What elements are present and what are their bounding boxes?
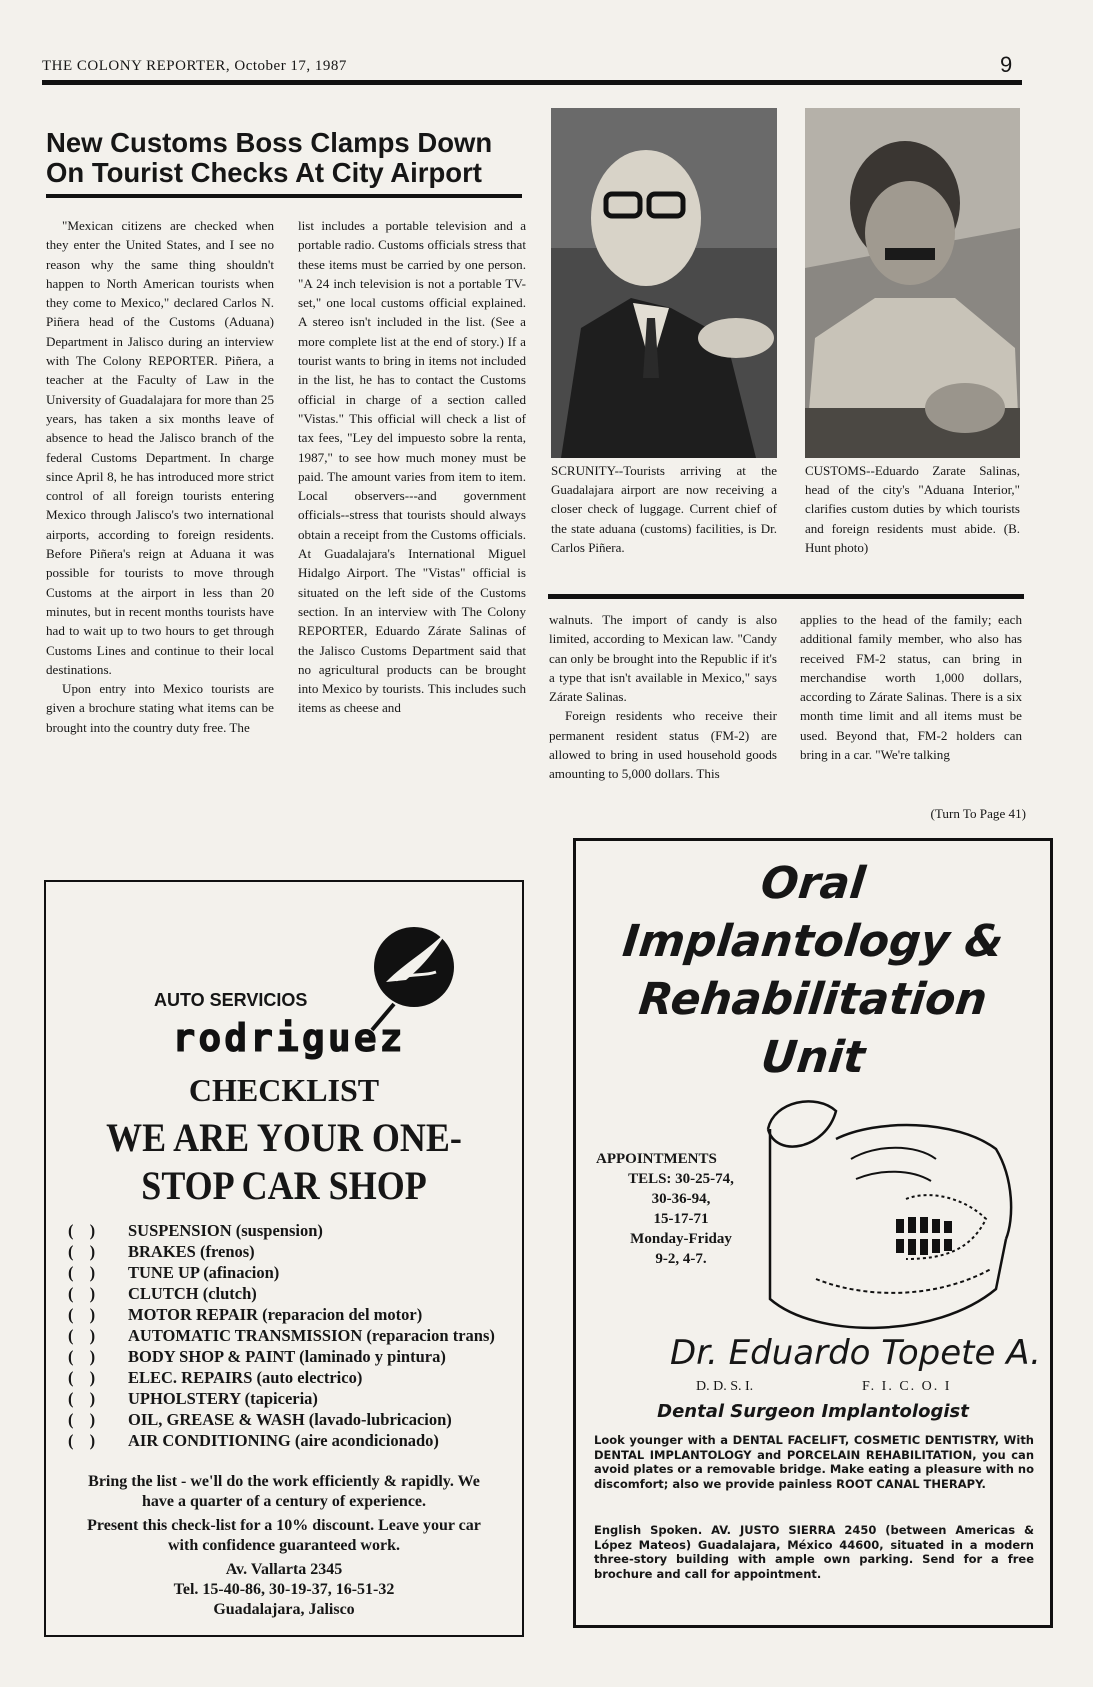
article-col2-para: list includes a portable television and a portable radio. Customs officials stress that these items must be carried by one person. "A 24 inch television is not a portable TV-set," one local customs official explained. A stereo isn't included in the list. (See a more complete list at the end of story.) If a tourist wants to bring in items not included in the list, he has to contact the Customs official in charge of a section called "Vistas." This official will check a list of tax fees, "Ley del impuesto sobre la renta, 1987," to see how much money must be paid. The amount varies from item to item. Local observers---and government officials--stress that tourists should always obtain a receipt from the Customs officials. At Guadalajara's International Miguel Hidalgo Airport. The "Vistas" official is situated on the left side of the Customs section. In an interview with The Colony REPORTER, Eduardo Zárate Salinas of the Jalisco Customs Department said that no agricultural products can be brought into Mexico by tourists. This includes such items as cheese and — [298, 218, 526, 716]
checklist-row[interactable] — [68, 1304, 508, 1325]
checkbox[interactable]: ( ) — [68, 1431, 102, 1450]
caption-rule — [548, 594, 1024, 599]
ad-auto-phones: Tel. 15-40-86, 30-19-37, 16-51-32 — [173, 1581, 395, 1598]
checklist-item-spanish: (clutch) — [202, 1284, 257, 1303]
page-number: 9 — [1000, 52, 1013, 77]
checklist-item-spanish: (reparacion trans) — [366, 1326, 495, 1345]
checkbox[interactable]: ( ) — [68, 1305, 102, 1324]
article-col1-para-1: "Mexican citizens are checked when they enter the United States, and I see no reason why the same thing shouldn't happen to North American tourists when they come to Mexico," declared Carlos N. Piñera head of the Customs (Aduana) Department in Jalisco during an interview with The Colony REPORTER. Piñera, a teacher at the Faculty of Law in the University of Guadalajara for more than 25 years, has taken a six months leave of absence to head the Jalisco branch of the federal Customs Department. In charge since April 8, he has introduced more strict control of all foreign tourists entering Mexico through Jalisco's two international airports, according to foreign residents. Before Piñera's reign at Aduana it was possible for tourists to move through Customs at the airport in less than 20 minutes, but in recent months tourists have had to wait up to two hours to get through Customs Lines and continue to their local destinations. — [46, 218, 274, 677]
checkbox[interactable]: ( ) — [68, 1410, 102, 1429]
article-column-2 — [298, 216, 526, 718]
checklist-row[interactable] — [68, 1283, 508, 1304]
checklist-item-spanish: (auto electrico) — [256, 1368, 363, 1387]
checklist-item: TUNE UP — [128, 1263, 200, 1282]
checklist-item-spanish: (afinacion) — [203, 1263, 280, 1282]
headline: New Customs Boss Clamps Down On Tourist Checks At City Airport — [46, 127, 493, 188]
checklist-item: BODY SHOP & PAINT — [128, 1347, 296, 1366]
article-col4-para: applies to the head of the family; each additional family member, who also has received FM-2 status, can bring in merchandise worth 1,000 dollars, according to Zárate Salinas. There is a six month time limit and all items must be used. Beyond that, FM-2 holders can bring in a car. "We're talking — [800, 612, 1022, 763]
ad-dental-appointments — [596, 1149, 766, 1269]
article-col3-para-1: walnuts. The import of candy is also limited, according to Mexican law. "Candy can only be brought into the Republic if it's a type that isn't available in Mexico," says Zárate Salinas. — [549, 612, 777, 705]
article-column-4 — [800, 610, 1022, 764]
checkbox[interactable]: ( ) — [68, 1389, 102, 1408]
checklist-row[interactable] — [68, 1220, 508, 1241]
ad-dental-title-2: Implantology & — [620, 916, 1006, 967]
ad-auto-pitch: Bring the list - we'll do the work efficiently & rapidly. We have a quarter of a century of experience. — [88, 1473, 480, 1510]
ad-auto-checklist: CHECKLIST — [188, 1072, 380, 1108]
checkbox[interactable]: ( ) — [68, 1242, 102, 1261]
checklist-row[interactable] — [68, 1367, 508, 1388]
checklist-item: BRAKES — [128, 1242, 196, 1261]
ad-dental-doctor: Dr. Eduardo Topete A. — [670, 1333, 1041, 1373]
phone-1: 30-25-74, — [675, 1171, 734, 1187]
checkbox[interactable]: ( ) — [68, 1368, 102, 1387]
checklist-item: CLUTCH — [128, 1284, 199, 1303]
ad-dental-credentials-right: F. I. C. O. I — [862, 1379, 952, 1394]
checklist-item-spanish: (aire acondicionado) — [294, 1431, 439, 1450]
checkbox[interactable]: ( ) — [68, 1347, 102, 1366]
photo-caption-left: SCRUNITY--Tourists arriving at the Guadalajara airport are now receiving a closer check of luggage. Current chief of the state aduana (customs) facilities, is Dr. Carlos Piñera. — [551, 463, 777, 555]
checklist-row[interactable] — [68, 1388, 508, 1409]
checklist-row[interactable] — [68, 1325, 508, 1346]
ad-dental-address: English Spoken. AV. JUSTO SIERRA 2450 (between Americas & López Mateos) Guadalajara, México 44600, situated in a modern three-story building with ample own parking. Send for a free brochure and call for appointment. — [594, 1523, 1034, 1581]
article-column-1 — [46, 216, 274, 737]
face-jaw-illustration-icon — [756, 1089, 1026, 1339]
ad-auto-offer: Present this check-list for a 10% discount. Leave your car with confidence guaranteed work. — [87, 1517, 481, 1554]
phone-3: 15-17-71 — [653, 1211, 709, 1227]
ad-dental-title-4: Unit — [758, 1032, 868, 1083]
checklist-item: ELEC. REPAIRS — [128, 1368, 253, 1387]
ad-dental-specialty: Dental Surgeon Implantologist — [657, 1401, 969, 1422]
checklist-item: UPHOLSTERY — [128, 1389, 241, 1408]
checkbox[interactable]: ( ) — [68, 1326, 102, 1345]
checkbox[interactable]: ( ) — [68, 1263, 102, 1282]
checklist-row[interactable] — [68, 1262, 508, 1283]
photo-caption-right: CUSTOMS--Eduardo Zarate Salinas, head of the city's "Aduana Interior," clarifies custom duties by which tourists and foreign residents must abide. (B. Hunt photo) — [805, 463, 1020, 555]
ad-dental — [573, 838, 1053, 1628]
ad-auto-brand-name: rodriguez — [172, 1016, 406, 1060]
checklist-row[interactable] — [68, 1241, 508, 1262]
checklist-item: AUTOMATIC TRANSMISSION — [128, 1326, 363, 1345]
article-col3-para-2: Foreign residents who receive their permanent resident status (FM-2) are allowed to bring in used household goods amounting to 5,000 dollars. This — [549, 708, 777, 782]
office-days: Monday-Friday — [630, 1231, 732, 1247]
continued-note: (Turn To Page 41) — [930, 806, 1026, 821]
article-col1-para-2: Upon entry into Mexico tourists are given a brochure stating what items can be brought into the country duty free. The — [46, 681, 274, 735]
checklist-item-spanish: (laminado y pintura) — [299, 1347, 446, 1366]
ad-dental-title-3: Rehabilitation — [636, 974, 990, 1025]
photo-carlos-pinera — [551, 108, 777, 458]
checklist-item: OIL, GREASE & WASH — [128, 1410, 305, 1429]
appointments-label: APPOINTMENTS — [596, 1151, 717, 1167]
checklist-item: MOTOR REPAIR — [128, 1305, 259, 1324]
ad-auto-brand-top: AUTO SERVICIOS — [154, 990, 308, 1010]
ad-auto-city: Guadalajara, Jalisco — [213, 1601, 355, 1618]
ad-auto-checklist-items — [68, 1220, 508, 1451]
office-times: 9-2, 4-7. — [655, 1251, 707, 1267]
phone-2: 30-36-94, — [651, 1191, 711, 1207]
checkbox[interactable]: ( ) — [68, 1221, 102, 1240]
checklist-item-spanish: (frenos) — [199, 1242, 255, 1261]
checklist-item: AIR CONDITIONING — [128, 1431, 291, 1450]
ad-dental-title-1: Oral — [758, 858, 868, 909]
ad-auto-servicios — [44, 880, 524, 1637]
checklist-item-spanish: (lavado-lubricacion) — [308, 1410, 452, 1429]
tels-label: TELS: — [628, 1171, 672, 1187]
checklist-item-spanish: (tapiceria) — [244, 1389, 318, 1408]
photo-carlos-pinera-image — [551, 108, 777, 458]
article-column-3 — [549, 610, 777, 784]
checkbox[interactable]: ( ) — [68, 1284, 102, 1303]
ad-dental-body: Look younger with a DENTAL FACELIFT, COSMETIC DENTISTRY, With DENTAL IMPLANTOLOGY and PORCELAIN REHABILITATION, you can avoid plates or a removable bridge. Make eating a pleasure with no discomfort; also we provide painless ROOT CANAL THERAPY. — [594, 1433, 1034, 1491]
checklist-item-spanish: (reparacion del motor) — [262, 1305, 423, 1324]
ad-auto-headline: WE ARE YOUR ONE-STOP CAR SHOP — [106, 1115, 462, 1208]
photo-eduardo-zarate-image — [805, 108, 1020, 458]
checklist-row[interactable] — [68, 1409, 508, 1430]
checklist-row[interactable] — [68, 1430, 508, 1451]
masthead-rule — [42, 80, 1022, 85]
ad-dental-credentials-left: D. D. S. I. — [696, 1379, 754, 1394]
checklist-item-spanish: (suspension) — [235, 1221, 323, 1240]
headline-rule — [46, 194, 522, 198]
ad-auto-address: Av. Vallarta 2345 — [225, 1561, 343, 1578]
checklist-row[interactable] — [68, 1346, 508, 1367]
checklist-item: SUSPENSION — [128, 1221, 232, 1240]
photo-eduardo-zarate — [805, 108, 1020, 458]
masthead-title: THE COLONY REPORTER, October 17, 1987 — [42, 58, 347, 74]
